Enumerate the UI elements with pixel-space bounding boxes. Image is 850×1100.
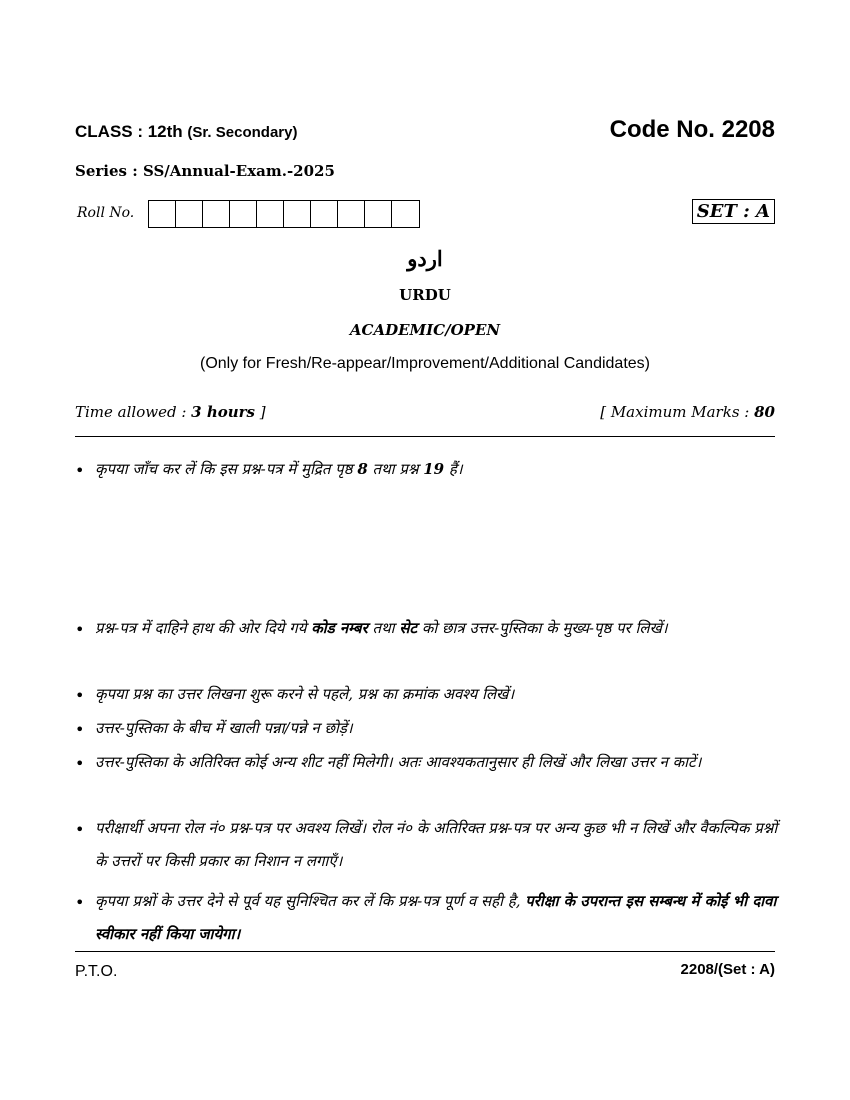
class-label: CLASS : 12th: [75, 122, 183, 141]
bullet-icon: •: [75, 620, 85, 639]
instruction-text: परीक्षार्थी अपना रोल नं० प्रश्न-पत्र पर अवश्य लिखें। रोल नं० के अतिरिक्त प्रश्न-पत्र पर अन्य कुछ भी न लिखें और वैकल्पिक प्रश्नों के उत्तरों पर किसी प्रकार का निशान न लगाएँ।: [95, 819, 778, 870]
marks-prefix: [ Maximum Marks :: [600, 403, 750, 421]
pto-label: P.T.O.: [75, 963, 118, 980]
instruction-item: [75, 453, 780, 486]
marks-value: 80: [754, 403, 775, 421]
time-suffix: ]: [259, 403, 266, 421]
instruction-item: [75, 885, 780, 951]
roll-box[interactable]: [392, 201, 419, 227]
instruction-item: [75, 678, 780, 711]
set-emphasis: सेट: [399, 619, 418, 637]
bullet-icon: •: [75, 820, 85, 839]
roll-box[interactable]: [338, 201, 365, 227]
roll-no-label: Roll No.: [77, 205, 135, 221]
code-number-emphasis: कोड नम्बर: [311, 619, 368, 637]
question-count: 19: [423, 460, 445, 478]
roll-box[interactable]: [257, 201, 284, 227]
roll-box[interactable]: [230, 201, 257, 227]
instruction-item: [75, 746, 780, 779]
set-badge: SET : A: [692, 199, 775, 224]
class-line: [75, 122, 297, 142]
bullet-icon: •: [75, 686, 85, 705]
roll-box[interactable]: [176, 201, 203, 227]
candidates-note: (Only for Fresh/Re-appear/Improvement/Additional Candidates): [200, 355, 650, 372]
stream-label: ACADEMIC/OPEN: [349, 321, 501, 339]
instruction-text: को छात्र उत्तर-पुस्तिका के मुख्य-पृष्ठ पर लिखें।: [421, 619, 668, 637]
bottom-divider: [75, 951, 775, 952]
instruction-item: [75, 812, 780, 878]
instruction-item: [75, 712, 780, 745]
instruction-text: कृपया प्रश्नों के उत्तर देने से पूर्व यह सुनिश्चित कर लें कि प्रश्न-पत्र पूर्ण व सही है,: [95, 892, 521, 910]
time-allowed: [75, 403, 266, 421]
footer-code: 2208/(Set : A): [680, 961, 775, 978]
roll-box[interactable]: [311, 201, 338, 227]
roll-box[interactable]: [365, 201, 392, 227]
subject-title: URDU: [399, 286, 451, 304]
time-prefix: Time allowed :: [75, 403, 187, 421]
instruction-text: प्रश्न-पत्र में दाहिने हाथ की ओर दिये गये: [95, 619, 307, 637]
time-value: 3 hours: [191, 403, 255, 421]
instruction-item: [75, 612, 780, 645]
code-number: Code No. 2208: [609, 116, 775, 143]
page-count: 8: [357, 460, 368, 478]
maximum-marks: [600, 403, 775, 421]
roll-box[interactable]: [284, 201, 311, 227]
subject-urdu-script: اردو: [407, 246, 443, 271]
bullet-icon: •: [75, 720, 85, 739]
claim-warning: परीक्षा के उपरान्त इस सम्बन्ध में कोई भी दावा स्वीकार नहीं किया जायेगा।: [95, 892, 777, 943]
instruction-text: उत्तर-पुस्तिका के अतिरिक्त कोई अन्य शीट नहीं मिलेगी। अतः आवश्यकतानुसार ही लिखें और लिखा उत्तर न काटें।: [95, 753, 702, 771]
instruction-text: तथा: [372, 619, 395, 637]
bullet-icon: •: [75, 893, 85, 912]
instruction-text: कृपया जाँच कर लें कि इस प्रश्न-पत्र में मुद्रित पृष्ठ: [95, 460, 353, 478]
bullet-icon: •: [75, 754, 85, 773]
series: Series : SS/Annual-Exam.-2025: [75, 162, 335, 180]
class-sub: (Sr. Secondary): [187, 124, 298, 141]
instruction-text: उत्तर-पुस्तिका के बीच में खाली पन्ना/पन्ने न छोड़ें।: [95, 719, 353, 737]
instruction-text: कृपया प्रश्न का उत्तर लिखना शुरू करने से पहले, प्रश्न का क्रमांक अवश्य लिखें।: [95, 685, 515, 703]
top-divider: [75, 436, 775, 437]
roll-box[interactable]: [203, 201, 230, 227]
instruction-text: तथा प्रश्न: [372, 460, 419, 478]
roll-no-boxes[interactable]: [148, 200, 420, 228]
instruction-text: हैं।: [448, 460, 463, 478]
roll-box[interactable]: [149, 201, 176, 227]
bullet-icon: •: [75, 461, 85, 480]
